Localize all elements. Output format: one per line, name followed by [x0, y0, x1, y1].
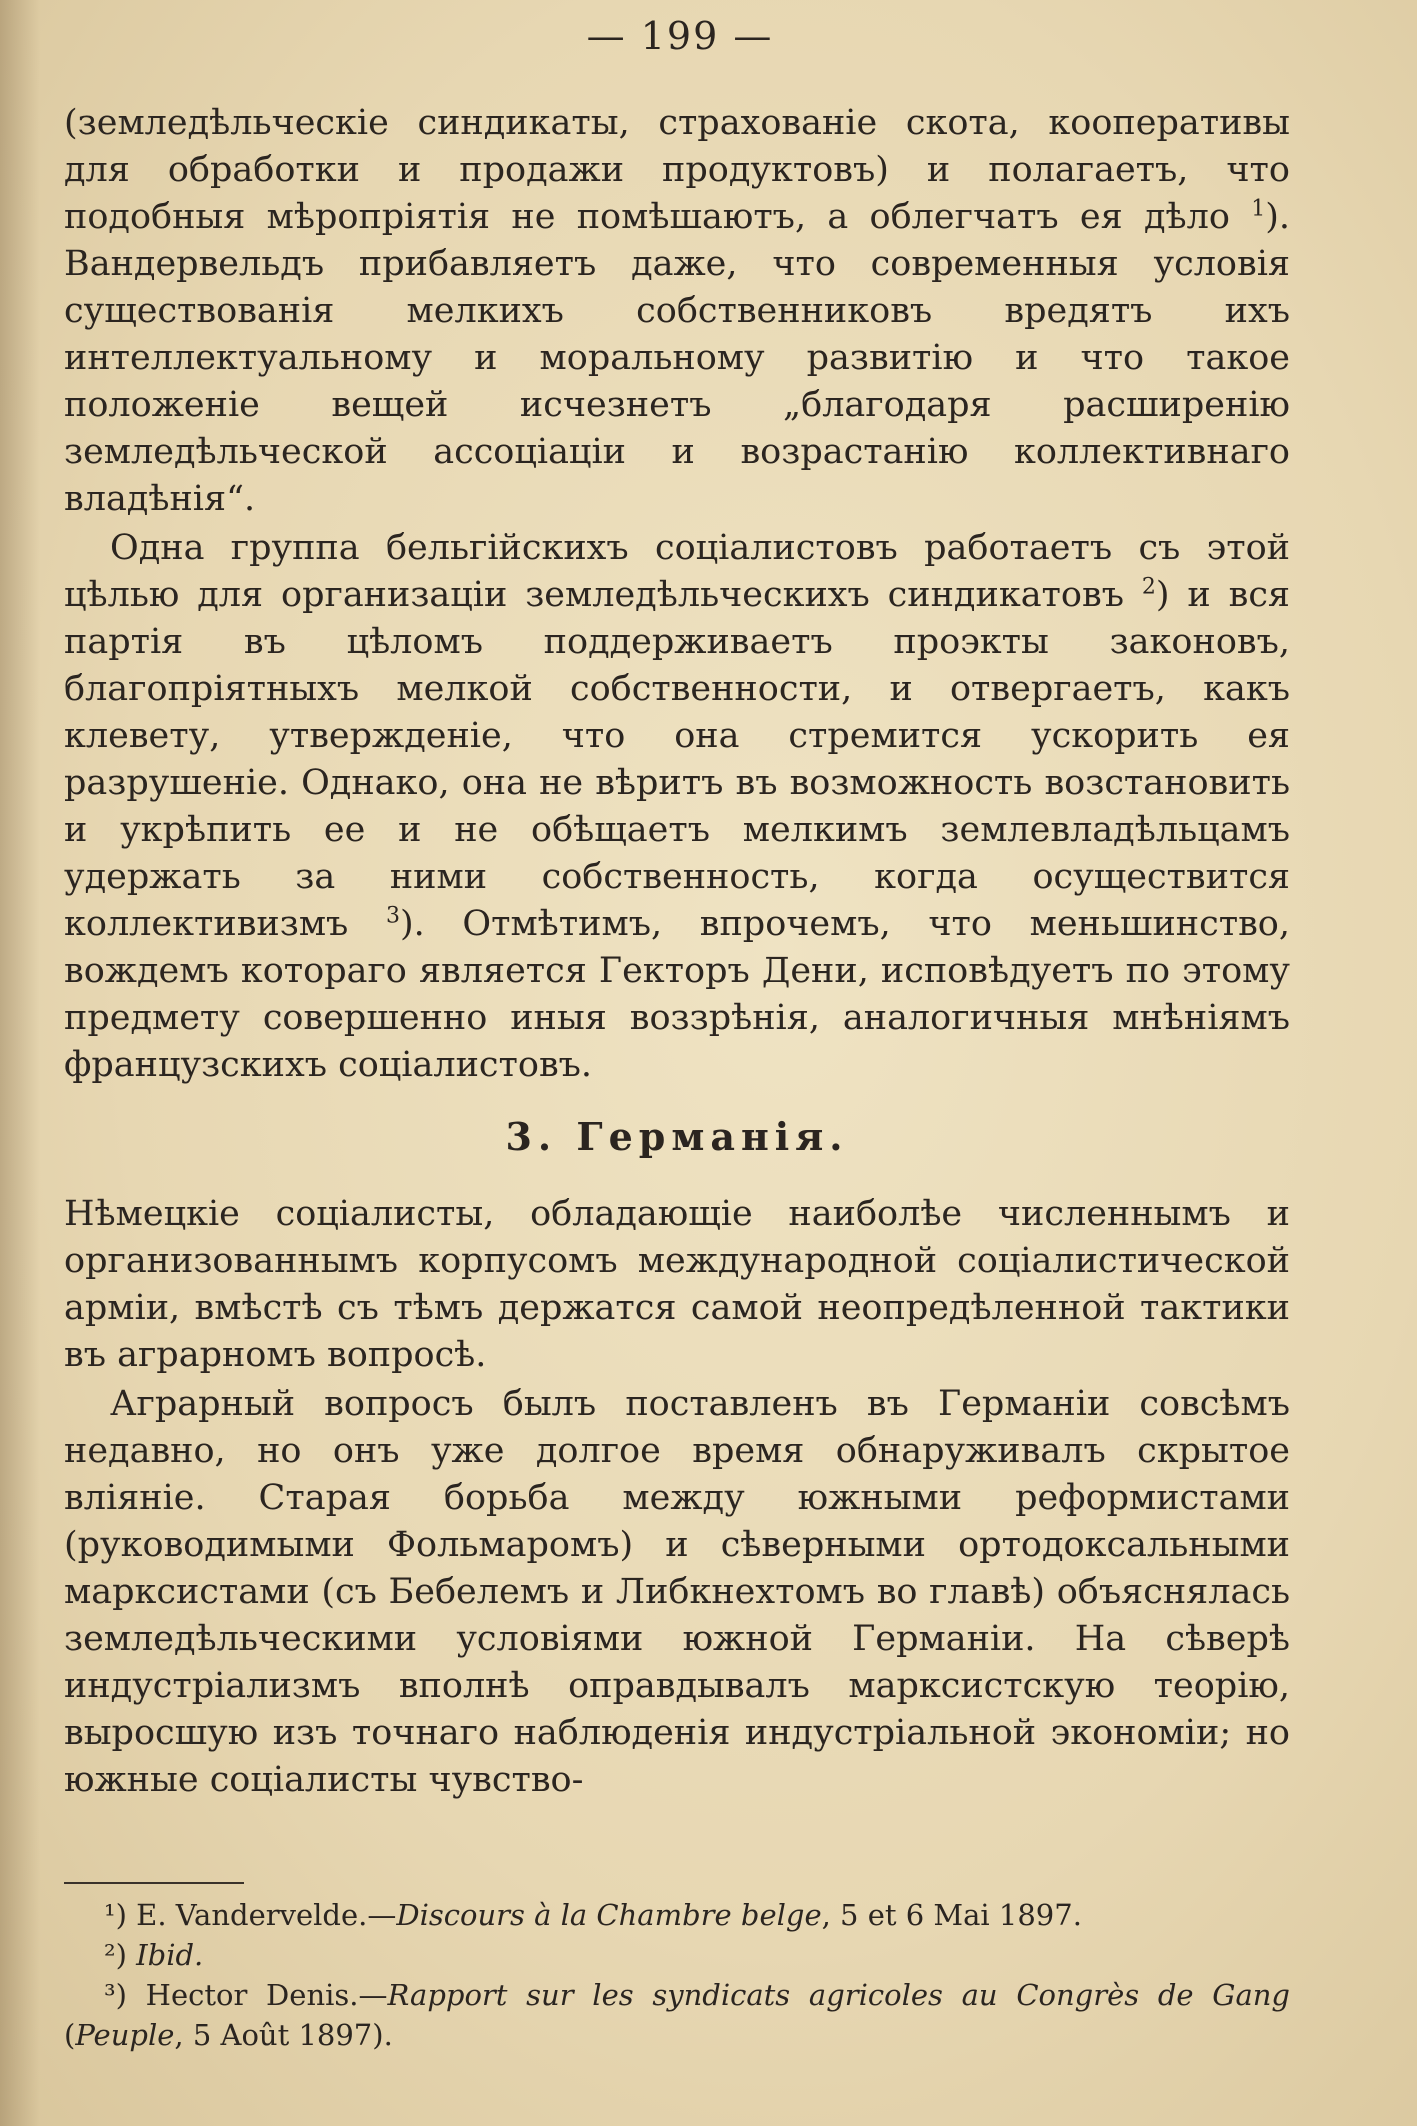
paragraph [64, 525, 1290, 1089]
text-run: ¹) E. Vandervelde.— [104, 1898, 397, 1932]
footnote-ref: 1 [1251, 196, 1266, 222]
paragraph [64, 100, 1290, 523]
text-run: ( [64, 2018, 76, 2052]
binding-shadow [0, 0, 40, 2126]
text-run: (земледѣльческіе синдикаты, страхованіе скота, кооперативы для обработки и продажи продуктовъ) и полагаетъ, что подобныя мѣропріятія не помѣшаютъ, а облегчатъ ея дѣло [64, 103, 1290, 237]
footnote-rule [64, 1882, 244, 1884]
italic-title: Discours à la Chambre belge [396, 1898, 822, 1932]
section-heading: 3. Германія. [505, 1114, 849, 1159]
footnote-ref: 3 [385, 903, 400, 929]
text-run: ) и вся партія въ цѣломъ поддерживаетъ проэкты законовъ, благопріятныхъ мелкой собственности, и отвергаетъ, какъ клевету, утвержденіе, что она стремится ускорить ея разрушеніе. Однако, она не вѣритъ въ возможность возстановить и укрѣпить ее и не обѣщаетъ мелкимъ землевладѣльцамъ удержать за ними собственность, когда осуществится коллективизмъ [64, 575, 1290, 944]
footnote-ref: 2 [1141, 574, 1156, 600]
italic-title: Ibid. [136, 1938, 204, 1972]
footnote-2 [64, 1935, 1290, 1975]
page-number: — 199 — [586, 14, 774, 58]
text-run: ³) Hector Denis.— [104, 1978, 388, 2012]
page-body [64, 100, 1290, 1804]
text-run: , 5 Août 1897). [174, 2018, 393, 2052]
footnotes [64, 1895, 1290, 2055]
footnote-1 [64, 1895, 1290, 1935]
text-run: , 5 et 6 Mai 1897. [821, 1898, 1082, 1932]
text-run: Одна группа бельгійскихъ соціалистовъ работаетъ съ этой цѣлью для организаціи земледѣльческихъ синдикатовъ [64, 528, 1290, 615]
text-run: Нѣмецкіе соціалисты, обладающіе наиболѣе численнымъ и организованнымъ корпусомъ международной соціалистической арміи, вмѣстѣ съ тѣмъ держатся самой неопредѣленной тактики въ аграрномъ вопросѣ. [64, 1194, 1290, 1375]
italic-title: Rapport sur les syndicats agricoles au Congrès de Gang [387, 1978, 1290, 2012]
text-run: Аграрный вопросъ былъ поставленъ въ Германіи совсѣмъ недавно, но онъ уже долгое время обнаруживалъ скрытое вліяніе. Старая борьба между южными реформистами (руководимыми Фольмаромъ) и сѣверными ортодоксальными марксистами (съ Бебелемъ и Либкнехтомъ во главѣ) объяснялась земледѣльческими условіями южной Германіи. На сѣверѣ индустріализмъ вполнѣ оправдывалъ марксистскую теорію, выросшую изъ точнаго наблюденія индустріальной экономіи; но южные соціалисты чувство- [64, 1384, 1290, 1800]
text-run: ²) [104, 1938, 137, 1972]
text-run: ). Отмѣтимъ, впрочемъ, что меньшинство, вождемъ котораго является Гекторъ Дени, исповѣдуетъ по этому предмету совершенно иныя воззрѣнія, аналогичныя мнѣніямъ французскихъ соціалистовъ. [64, 904, 1290, 1085]
italic-title: Peuple [75, 2018, 175, 2052]
paragraph [64, 1191, 1290, 1379]
footnote-3 [64, 1975, 1290, 2055]
text-run: ). Вандервельдъ прибавляетъ даже, что современныя условія существованія мелкихъ собственниковъ вредятъ ихъ интеллектуальному и моральному развитію и что такое положеніе вещей исчезнетъ „благодаря расширенію земледѣльческой ассоціаціи и возрастанію коллективнаго владѣнія“. [64, 197, 1290, 519]
paragraph [64, 1381, 1290, 1804]
